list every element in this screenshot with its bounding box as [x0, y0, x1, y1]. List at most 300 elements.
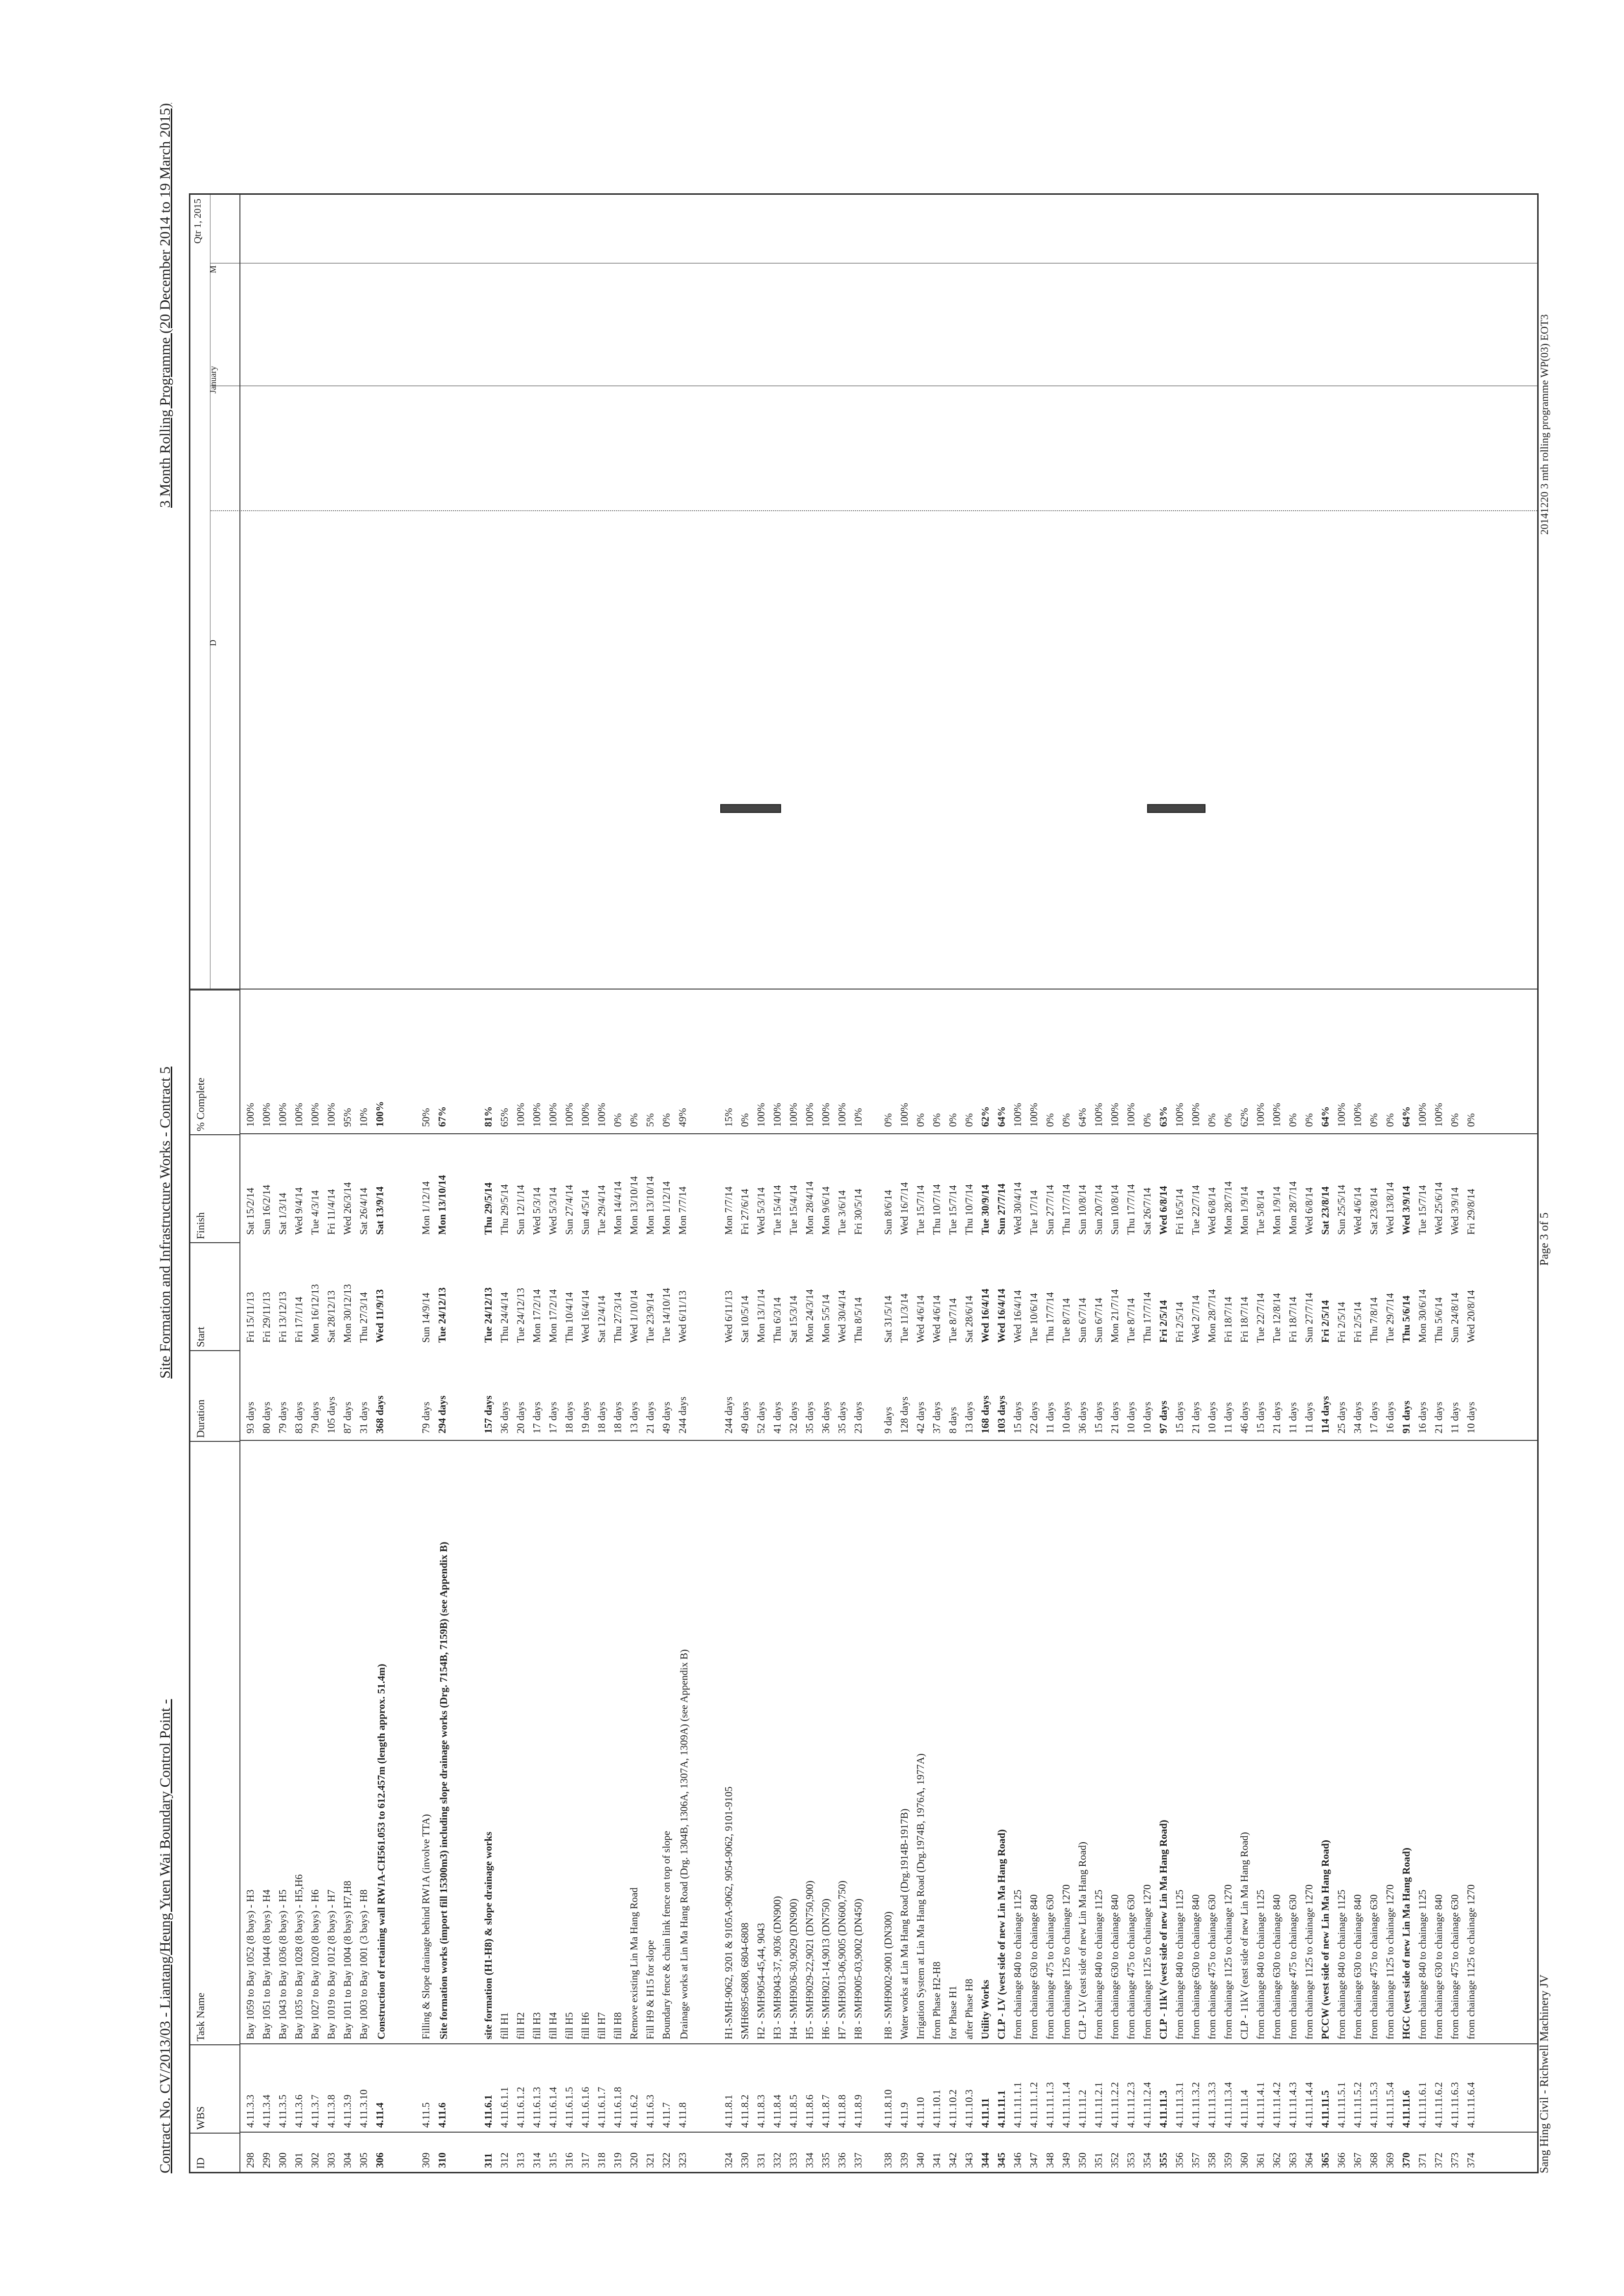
task-wbs: 4.11.11.1 [995, 2090, 1007, 2128]
task-id: 304 [341, 2152, 353, 2168]
gantt-task-bar [1147, 804, 1205, 813]
task-start: Thu 24/4/14 [498, 1292, 510, 1343]
task-percent-complete: 100% [515, 1103, 526, 1127]
task-finish: Sun 20/7/14 [1093, 1184, 1104, 1235]
task-finish: Fri 30/5/14 [852, 1189, 864, 1235]
task-start: Wed 4/6/14 [931, 1295, 943, 1343]
task-finish: Thu 29/5/14 [482, 1182, 494, 1235]
month-january: January [208, 366, 218, 393]
task-percent-complete: 100% [1271, 1103, 1283, 1127]
task-name: from chainage 475 to chainage 630 [1044, 1894, 1056, 2039]
task-id: 337 [852, 2152, 864, 2168]
task-finish: Tue 15/4/14 [787, 1185, 799, 1235]
task-wbs: 4.11.11.5 [1319, 2090, 1331, 2128]
task-duration: 21 days [1109, 1402, 1121, 1434]
task-name: site formation (H1-H8) & slope drainage works [482, 1831, 494, 2039]
task-percent-complete: 100% [898, 1103, 910, 1127]
task-wbs: 4.11.11.2.1 [1093, 2082, 1104, 2128]
task-wbs: 4.11.11.6.4 [1465, 2082, 1477, 2128]
task-finish: Wed 5/3/14 [547, 1187, 559, 1235]
col-duration: Duration [190, 1350, 239, 1441]
task-percent-complete: 100% [755, 1103, 767, 1127]
table-row [787, 990, 804, 2172]
task-duration: 21 days [1433, 1402, 1444, 1434]
task-id: 301 [293, 2152, 305, 2168]
table-row [1465, 990, 1481, 2172]
task-finish: Wed 30/4/14 [1012, 1182, 1023, 1235]
task-finish: Wed 25/6/14 [1433, 1182, 1444, 1235]
task-wbs: 4.11.11.4.1 [1255, 2082, 1266, 2128]
task-wbs: 4.11.11.5.3 [1368, 2082, 1380, 2128]
task-id: 298 [244, 2152, 256, 2168]
task-finish: Tue 29/4/14 [596, 1185, 607, 1235]
task-duration: 168 days [979, 1395, 991, 1434]
task-finish: Sun 25/5/14 [1336, 1184, 1347, 1235]
task-start: Tue 29/7/14 [1384, 1293, 1396, 1343]
task-name: from chainage 1125 to chainage 1270 [1303, 1884, 1315, 2039]
task-percent-complete: 0% [1141, 1113, 1153, 1127]
task-name: Bay 1011 to Bay 1004 (8 bays) H7,H8 [341, 1880, 353, 2039]
task-finish: Mon 28/7/14 [1222, 1181, 1234, 1235]
table-row [1206, 990, 1222, 2172]
task-duration: 11 days [1222, 1402, 1234, 1434]
task-name: H6 - SMH9021-14,9013 (DN750) [820, 1899, 832, 2039]
task-duration: 19 days [579, 1402, 591, 1434]
task-wbs: 4.11.9 [898, 2102, 910, 2128]
task-finish: Sun 27/7/14 [995, 1183, 1007, 1235]
task-name: Boundary fence & chain link fence on top of slope [660, 1830, 672, 2039]
task-duration: 10 days [1060, 1402, 1072, 1434]
page-number: Page 3 of 5 [1538, 1212, 1551, 1266]
task-finish: Wed 26/3/14 [341, 1182, 353, 1235]
table-row [374, 990, 406, 2172]
task-start: Mon 28/7/14 [1206, 1289, 1218, 1343]
task-finish: Mon 7/7/14 [723, 1186, 734, 1235]
task-duration: 20 days [515, 1402, 526, 1434]
row-spacer [709, 990, 723, 2172]
task-percent-complete: 0% [1044, 1113, 1056, 1127]
task-wbs: 4.11.11.1.3 [1044, 2082, 1056, 2128]
quarter-label: Qtr 1, 2015 [192, 199, 203, 244]
task-id: 347 [1028, 2152, 1040, 2168]
table-row [1012, 990, 1028, 2172]
table-row [771, 990, 787, 2172]
task-name: H8 - SMH9005-03,9002 (DN450) [852, 1899, 864, 2039]
task-name: H7 - SMH9013-06,9005 (DN600,750) [836, 1880, 848, 2039]
task-wbs: 4.11.8.9 [852, 2094, 864, 2128]
task-finish: Mon 13/10/14 [436, 1175, 448, 1235]
task-wbs: 4.11.11.6.3 [1449, 2082, 1461, 2128]
task-start: Wed 16/4/14 [579, 1290, 591, 1343]
task-duration: 79 days [309, 1402, 321, 1434]
task-duration: 21 days [1190, 1402, 1202, 1434]
task-finish: Sun 27/7/14 [1044, 1184, 1056, 1235]
task-finish: Fri 11/4/14 [325, 1189, 337, 1235]
task-finish: Mon 13/10/14 [628, 1176, 640, 1235]
task-wbs: 4.11.3.10 [358, 2089, 369, 2128]
task-finish: Wed 6/8/14 [1303, 1187, 1315, 1235]
task-start: Tue 23/9/14 [644, 1293, 656, 1343]
task-id: 372 [1433, 2152, 1444, 2168]
task-id: 309 [420, 2152, 432, 2168]
task-name: from Phase H2-H8 [931, 1961, 943, 2039]
task-percent-complete: 15% [723, 1108, 734, 1127]
task-id: 344 [979, 2152, 991, 2168]
task-duration: 8 days [947, 1407, 959, 1434]
task-name: from chainage 840 to chainage 1125 [1255, 1889, 1266, 2039]
table-row [1174, 990, 1190, 2172]
task-name: Bay 1051 to Bay 1044 (8 bays) - H4 [261, 1889, 272, 2039]
task-start: Fri 18/7/14 [1238, 1297, 1250, 1343]
programme-table [189, 193, 1539, 2173]
task-start: Wed 16/4/14 [1012, 1290, 1023, 1343]
task-wbs: 4.11.11.3 [1157, 2090, 1169, 2128]
task-finish: Fri 29/8/14 [1465, 1189, 1477, 1235]
task-id: 343 [963, 2152, 975, 2168]
task-duration: 32 days [787, 1402, 799, 1434]
task-id: 340 [915, 2152, 926, 2168]
table-row [852, 990, 868, 2172]
task-wbs: 4.11.11.1.1 [1012, 2082, 1023, 2128]
task-finish: Sun 10/8/14 [1109, 1184, 1121, 1235]
task-wbs: 4.11.10.1 [931, 2089, 943, 2128]
task-id: 374 [1465, 2152, 1477, 2168]
row-spacer [469, 990, 482, 2172]
task-finish: Wed 3/9/14 [1400, 1186, 1412, 1235]
table-row [739, 990, 755, 2172]
task-id: 334 [804, 2152, 815, 2168]
task-id: 313 [515, 2152, 526, 2168]
task-percent-complete: 100% [374, 1101, 386, 1127]
task-finish: Mon 1/9/14 [1271, 1186, 1283, 1235]
task-percent-complete: 100% [579, 1103, 591, 1127]
task-name: Bay 1027 to Bay 1020 (8 bays) - H6 [309, 1889, 321, 2039]
task-id: 362 [1271, 2152, 1283, 2168]
table-row [341, 990, 358, 2172]
task-percent-complete: 100% [1352, 1103, 1363, 1127]
table-row [563, 990, 579, 2172]
task-start: Thu 10/4/14 [563, 1292, 575, 1343]
task-wbs: 4.11.5 [420, 2102, 432, 2128]
task-start: Sat 28/12/13 [325, 1290, 337, 1343]
task-name: from chainage 840 to chainage 1125 [1174, 1889, 1185, 2039]
task-wbs: 4.11.11.4.3 [1287, 2082, 1299, 2128]
table-row [612, 990, 628, 2172]
table-row [309, 990, 325, 2172]
table-row [1449, 990, 1465, 2172]
table-row [1157, 990, 1174, 2172]
task-finish: Mon 1/12/14 [420, 1181, 432, 1235]
task-percent-complete: 0% [628, 1113, 640, 1127]
table-row [1319, 990, 1336, 2172]
task-percent-complete: 0% [931, 1113, 943, 1127]
task-name: Irrigation System at Lin Ma Hang Road (Drg.1974B, 1976A, 1977A) [915, 1753, 926, 2039]
task-wbs: 4.11.11.4.4 [1303, 2082, 1315, 2128]
task-start: Thu 17/7/14 [1044, 1292, 1056, 1343]
table-row [579, 990, 596, 2172]
task-id: 358 [1206, 2152, 1218, 2168]
task-wbs: 4.11.3.3 [244, 2094, 256, 2128]
task-duration: 11 days [1303, 1402, 1315, 1434]
task-name: Site formation works (import fill 15300m3) including slope drainage works (Drg. 7154B, 7159B) (see Appendix B) [438, 1541, 449, 2039]
gantt-task-bar [720, 804, 781, 813]
table-row [596, 990, 612, 2172]
task-id: 320 [628, 2152, 640, 2168]
task-wbs: 4.11.10 [915, 2097, 926, 2128]
task-name: from chainage 840 to chainage 1125 [1093, 1889, 1104, 2039]
task-id: 346 [1012, 2152, 1023, 2168]
table-row [1044, 990, 1060, 2172]
task-name: from chainage 475 to chainage 630 [1368, 1894, 1380, 2039]
task-percent-complete: 100% [1125, 1103, 1137, 1127]
task-name: H8 - SMH9002-9001 (DN300) [882, 1911, 894, 2039]
task-id: 373 [1449, 2152, 1461, 2168]
month-d: D [208, 640, 218, 646]
task-id: 345 [995, 2152, 1007, 2168]
task-start: Mon 30/12/13 [341, 1284, 353, 1343]
task-name: CLP - 11kV (east side of new Lin Ma Hang Road) [1238, 1832, 1250, 2039]
task-finish: Tue 30/9/14 [979, 1184, 991, 1235]
task-start: Tue 8/7/14 [1125, 1298, 1137, 1343]
task-duration: 9 days [882, 1407, 894, 1434]
table-row [804, 990, 820, 2172]
table-row [898, 990, 915, 2172]
task-id: 321 [644, 2152, 656, 2168]
task-start: Fri 2/5/14 [1352, 1302, 1363, 1343]
task-name: from chainage 475 to chainage 630 [1125, 1894, 1137, 2039]
task-wbs: 4.11.6.1.2 [515, 2087, 526, 2128]
task-finish: Thu 10/7/14 [963, 1184, 975, 1235]
task-percent-complete: 0% [963, 1113, 975, 1127]
task-id: 335 [820, 2152, 832, 2168]
task-duration: 31 days [358, 1402, 369, 1434]
task-percent-complete: 10% [852, 1108, 864, 1127]
task-name: from chainage 1125 to chainage 1270 [1060, 1884, 1072, 2039]
task-name: CLP - LV (east side of new Lin Ma Hang Road) [1076, 1842, 1088, 2039]
task-duration: 25 days [1336, 1402, 1347, 1434]
task-wbs: 4.11.8 [677, 2102, 688, 2128]
col-percent-complete: % Complete [190, 990, 239, 1134]
task-duration: 18 days [563, 1402, 575, 1434]
task-name: H4 - SMH9036-30,9029 (DN900) [787, 1899, 799, 2039]
task-duration: 49 days [660, 1402, 672, 1434]
task-percent-complete: 0% [660, 1113, 672, 1127]
task-start: Wed 2/7/14 [1190, 1295, 1202, 1343]
task-name: HGC (west side of new Lin Ma Hang Road) [1400, 1848, 1412, 2039]
task-id: 367 [1352, 2152, 1363, 2168]
task-finish: Tue 15/4/14 [771, 1185, 783, 1235]
task-start: Sat 12/4/14 [596, 1295, 607, 1343]
gantt-today-line [210, 510, 1537, 511]
task-id: 317 [579, 2152, 591, 2168]
table-row [1238, 990, 1255, 2172]
task-percent-complete: 0% [1384, 1113, 1396, 1127]
task-wbs: 4.11.11.2.3 [1125, 2082, 1137, 2128]
task-duration: 93 days [244, 1402, 256, 1434]
task-finish: Tue 5/8/14 [1255, 1190, 1266, 1235]
task-duration: 21 days [1271, 1402, 1283, 1434]
table-row [1093, 990, 1109, 2172]
task-start: Wed 1/10/14 [628, 1290, 640, 1343]
task-name: from chainage 475 to chainage 630 [1287, 1894, 1299, 2039]
task-finish: Sat 26/4/14 [358, 1187, 369, 1235]
task-id: 371 [1416, 2152, 1428, 2168]
table-row [677, 990, 709, 2172]
task-percent-complete: 63% [1157, 1106, 1169, 1127]
task-rows [244, 990, 1481, 2172]
task-percent-complete: 5% [644, 1113, 656, 1127]
table-row [723, 990, 739, 2172]
task-percent-complete: 100% [1416, 1103, 1428, 1127]
column-header-row [190, 195, 240, 2172]
task-name: from chainage 840 to chainage 1125 [1012, 1889, 1023, 2039]
task-wbs: 4.11.7 [660, 2102, 672, 2128]
task-duration: 17 days [531, 1402, 543, 1434]
task-start: Sat 15/3/14 [787, 1295, 799, 1343]
task-id: 302 [309, 2152, 321, 2168]
task-name: fill H8 [612, 2012, 624, 2039]
task-name: from chainage 840 to chainage 1125 [1336, 1889, 1347, 2039]
task-finish: Sat 26/7/14 [1141, 1187, 1153, 1235]
task-percent-complete: 100% [293, 1103, 305, 1127]
task-name: Filling & Slope drainage behind RW1A (involve TTA) [420, 1814, 432, 2039]
task-name: from chainage 630 to chainage 840 [1433, 1894, 1444, 2039]
task-duration: 91 days [1400, 1400, 1412, 1434]
task-start: Thu 17/7/14 [1141, 1292, 1153, 1343]
task-wbs: 4.11.11.5.1 [1336, 2082, 1347, 2128]
task-name: fill H1 [498, 2012, 510, 2039]
table-row [628, 990, 644, 2172]
task-wbs: 4.11.8.5 [787, 2094, 799, 2128]
task-finish: Mon 1/12/14 [660, 1181, 672, 1235]
task-duration: 15 days [1255, 1402, 1266, 1434]
task-duration: 36 days [1076, 1402, 1088, 1434]
task-id: 332 [771, 2152, 783, 2168]
task-start: Tue 8/7/14 [1060, 1298, 1072, 1343]
task-wbs: 4.11.11.2.2 [1109, 2082, 1121, 2128]
task-percent-complete: 100% [531, 1103, 543, 1127]
task-start: Fri 29/11/13 [261, 1292, 272, 1343]
task-duration: 11 days [1449, 1402, 1461, 1434]
task-wbs: 4.11.3.5 [277, 2094, 288, 2128]
task-duration: 10 days [1206, 1402, 1218, 1434]
task-duration: 294 days [436, 1395, 448, 1434]
task-name: fill H6 [579, 2012, 591, 2039]
task-wbs: 4.11.11.1.4 [1060, 2082, 1072, 2128]
task-finish: Fri 27/6/14 [739, 1189, 751, 1235]
table-row [995, 990, 1012, 2172]
task-finish: Sun 4/5/14 [579, 1190, 591, 1235]
task-duration: 22 days [1028, 1402, 1040, 1434]
task-start: Thu 27/3/14 [612, 1292, 624, 1343]
table-row [244, 990, 261, 2172]
task-duration: 35 days [804, 1402, 815, 1434]
task-percent-complete: 100% [771, 1103, 783, 1127]
task-percent-complete: 65% [498, 1108, 510, 1127]
task-id: 369 [1384, 2152, 1396, 2168]
task-duration: 79 days [420, 1402, 432, 1434]
task-percent-complete: 50% [420, 1108, 432, 1127]
task-start: Tue 24/12/13 [482, 1287, 494, 1343]
task-name: CLP - 11kV (west side of new Lin Ma Hang Road) [1157, 1820, 1169, 2039]
task-wbs: 4.11.11.6.2 [1433, 2082, 1444, 2128]
task-wbs: 4.11.6.3 [644, 2094, 656, 2128]
task-wbs: 4.11.11.3.3 [1206, 2082, 1218, 2128]
task-start: Fri 18/7/14 [1222, 1297, 1234, 1343]
table-row [436, 990, 469, 2172]
task-start: Tue 12/8/14 [1271, 1293, 1283, 1343]
task-duration: 23 days [852, 1402, 864, 1434]
task-name: from chainage 630 to chainage 840 [1271, 1894, 1283, 2039]
task-finish: Wed 16/7/14 [898, 1182, 910, 1235]
task-duration: 114 days [1319, 1396, 1331, 1434]
task-start: Wed 30/4/14 [836, 1290, 848, 1343]
task-name: Utility Works [979, 1980, 991, 2039]
task-percent-complete: 0% [1303, 1113, 1315, 1127]
task-start: Wed 6/11/13 [677, 1290, 688, 1343]
task-percent-complete: 100% [1093, 1103, 1104, 1127]
task-finish: Sun 10/8/14 [1076, 1184, 1088, 1235]
task-wbs: 4.11.6.2 [628, 2094, 640, 2128]
task-duration: 97 days [1157, 1400, 1169, 1434]
table-row [915, 990, 931, 2172]
task-wbs: 4.11.6.1.7 [596, 2087, 607, 2128]
task-wbs: 4.11.6.1.6 [579, 2087, 591, 2128]
task-id: 338 [882, 2152, 894, 2168]
table-row [1416, 990, 1433, 2172]
table-row [531, 990, 547, 2172]
task-start: Fri 2/5/14 [1336, 1302, 1347, 1343]
task-finish: Mon 28/4/14 [804, 1181, 815, 1235]
task-wbs: 4.11.11.5.4 [1384, 2082, 1396, 2128]
task-name: H3 - SMH9043-37, 9036 (DN900) [771, 1896, 783, 2039]
task-wbs: 4.11.11 [979, 2098, 991, 2128]
task-percent-complete: 100% [596, 1103, 607, 1127]
task-wbs: 4.11.11.4 [1238, 2089, 1250, 2128]
task-id: 354 [1141, 2152, 1153, 2168]
task-finish: Mon 9/6/14 [820, 1186, 832, 1235]
task-duration: 41 days [771, 1402, 783, 1434]
table-row [1076, 990, 1093, 2172]
task-wbs: 4.11.6.1.1 [498, 2087, 510, 2128]
task-duration: 11 days [1044, 1402, 1056, 1434]
col-id: ID [190, 2133, 239, 2172]
task-name: from chainage 630 to chainage 840 [1352, 1894, 1363, 2039]
task-name: from chainage 1125 to chainage 1270 [1384, 1884, 1396, 2039]
task-id: 356 [1174, 2152, 1185, 2168]
task-finish: Wed 6/8/14 [1157, 1186, 1169, 1235]
task-name: from chainage 1125 to chainage 1270 [1141, 1884, 1153, 2039]
task-percent-complete: 0% [1287, 1113, 1299, 1127]
table-row [515, 990, 531, 2172]
task-finish: Tue 22/7/14 [1190, 1185, 1202, 1235]
task-name: from chainage 630 to chainage 840 [1109, 1894, 1121, 2039]
task-id: 300 [277, 2152, 288, 2168]
task-duration: 105 days [325, 1396, 337, 1434]
task-start: Tue 8/7/14 [947, 1298, 959, 1343]
task-wbs: 4.11.10.2 [947, 2089, 959, 2128]
task-percent-complete: 100% [261, 1103, 272, 1127]
task-id: 305 [358, 2152, 369, 2168]
task-percent-complete: 100% [1190, 1103, 1202, 1127]
row-spacer [406, 990, 420, 2172]
task-id: 303 [325, 2152, 337, 2168]
task-finish: Thu 10/7/14 [931, 1184, 943, 1235]
task-wbs: 4.11.8.6 [804, 2094, 815, 2128]
task-duration: 83 days [293, 1402, 305, 1434]
works-title: Site Formation and Infrastructure Works - Contract 5 [157, 1066, 173, 1379]
task-start: Mon 5/5/14 [820, 1294, 832, 1343]
